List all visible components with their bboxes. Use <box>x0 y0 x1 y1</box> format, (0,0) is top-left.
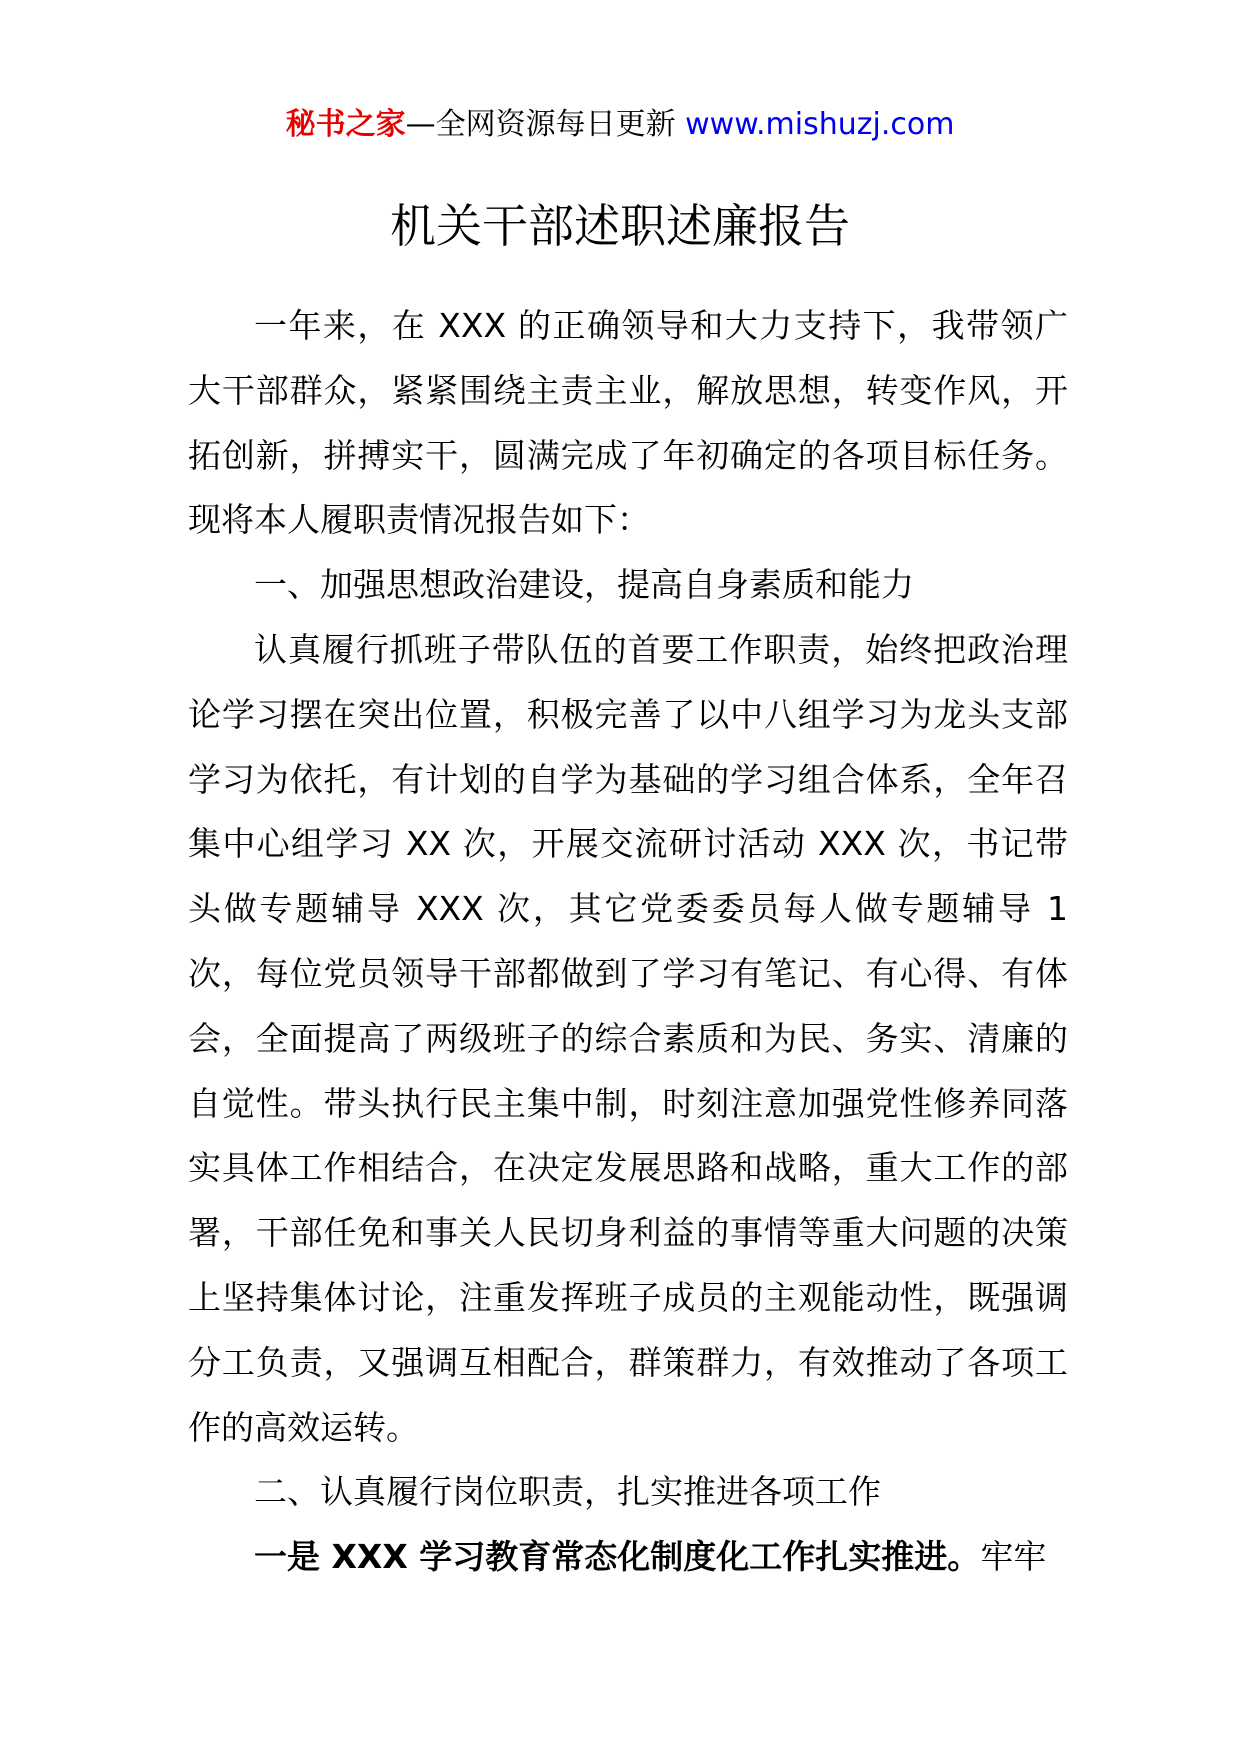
item-1-lead: 一是 XXX 学习教育常态化制度化工作扎实推进。 <box>254 1537 981 1577</box>
site-url-link[interactable]: www.mishuzj.com <box>685 107 955 142</box>
item-1-text: 牢牢 <box>980 1537 1047 1577</box>
document-body <box>188 294 1068 1590</box>
section-heading-2: 二、认真履行岗位职责，扎实推进各项工作 <box>254 1472 881 1512</box>
intro-paragraph: 一年来，在 XXX 的正确领导和大力支持下，我带领广大干部群众，紧紧围绕主责主业，解放思想，转变作风，开拓创新，拼搏实干，圆满完成了年初确定的各项目标任务。现将本人履职责情况报告如下： <box>188 306 1068 540</box>
section-1-paragraph: 认真履行抓班子带队伍的首要工作职责，始终把政治理论学习摆在突出位置，积极完善了以中八组学习为龙头支部学习为依托，有计划的自学为基础的学习组合体系，全年召集中心组学习 XX 次，开展交流研讨活动 XXX 次，书记带头做专题辅导 XXX 次，其它党委委员每人做专题辅导 1 次，每位党员领导干部都做到了学习有笔记、有心得、有体会，全面提高了两级班子的综合素质和为民、务实、清廉的自觉性。带头执行民主集中制，时刻注意加强党性修养同落实具体工作相结合，在决定发展思路和战略，重大工作的部署，干部任免和事关人民切身利益的事情等重大问题的决策上坚持集体讨论，注重发挥班子成员的主观能动性，既强调分工负责，又强调互相配合，群策群力，有效推动了各项工作的高效运转。 <box>188 629 1068 1447</box>
header-separator: — <box>405 107 436 142</box>
brand-name: 秘书之家 <box>285 107 406 142</box>
item-1-paragraph <box>188 1525 1068 1590</box>
section-heading-1: 一、加强思想政治建设，提高自身素质和能力 <box>254 565 914 605</box>
site-header <box>0 100 1240 150</box>
header-slogan: 全网资源每日更新 <box>435 107 676 142</box>
document-title: 机关干部述职述廉报告 <box>390 199 850 253</box>
